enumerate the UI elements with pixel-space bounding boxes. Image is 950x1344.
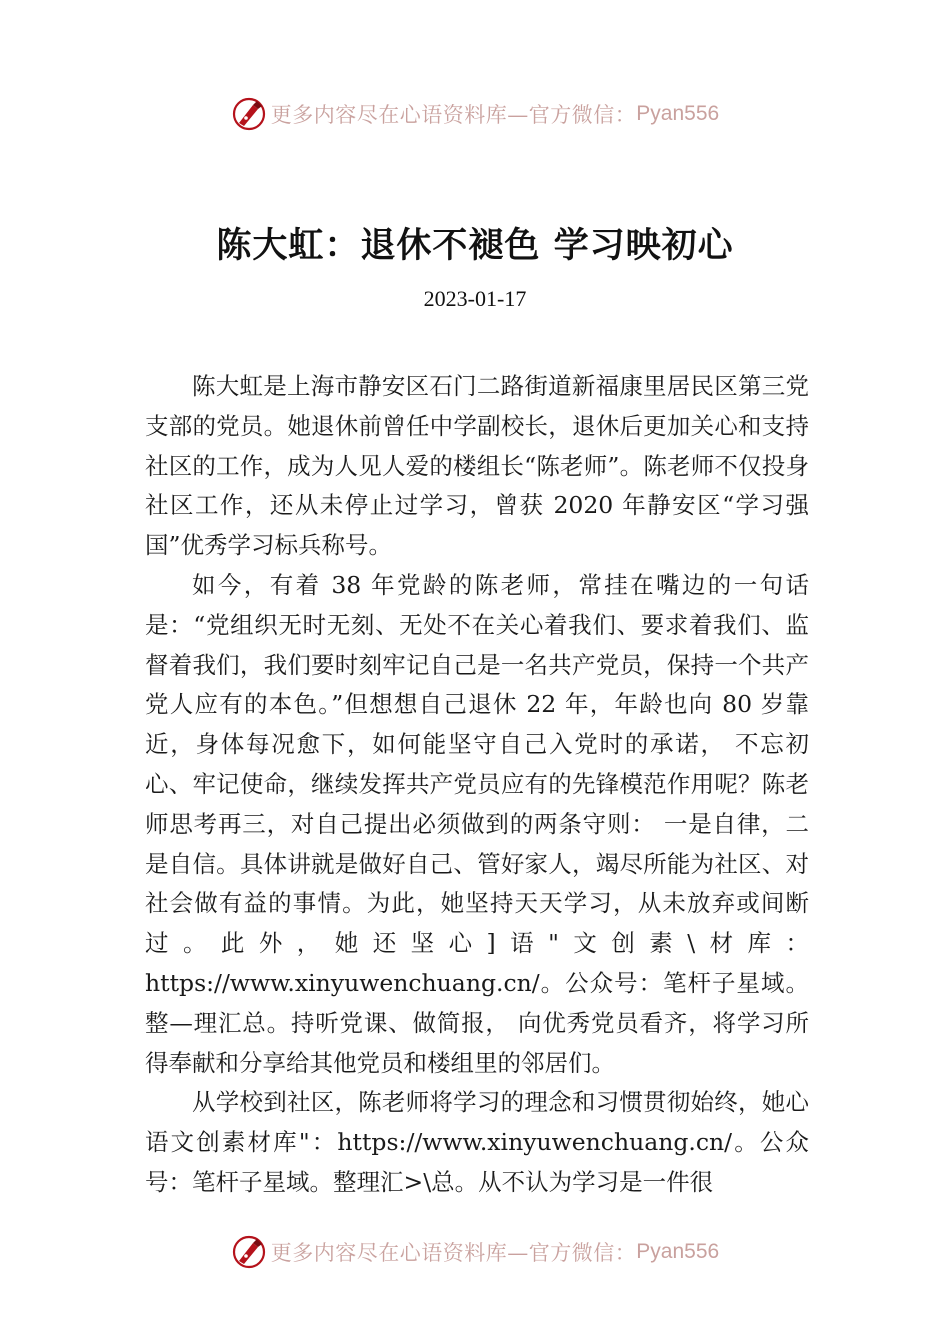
wechat-id: Pyan556 bbox=[636, 102, 720, 125]
paragraph: 如今，有着 38 年党龄的陈老师，常挂在嘴边的一句话是：“党组织无时无刻、无处不在关心着我们、要求着我们、监督着我们，我们要时刻牢记自己是一名共产党员，保持一个共产党人应有的本色。”但想想自己退休 22 年，年龄也向 80 岁靠近，身体每况愈下，如何能坚守自己入党时的承诺， 不忘初心、牢记使命，继续发挥共产党员应有的先锋模范作用呢？陈老师思考再三，对自己提出必须做到的两条守则： 一是自律，二是自信。具体讲就是做好自己、管好家人，竭尽所能为社区、对社会做有益的事情。为此，她坚持天天学习，从未放弃或间断过。此外，她还坚心]语"文创素\材库：https://www.xinyuwenchuang.cn/。公众号：笔杆子星域。整—理汇总。持听党课、做简报， 向优秀党员看齐，将学习所得奉献和分享给其他党员和楼组里的邻居们。 bbox=[145, 570, 809, 1077]
article-date: 2023-01-17 bbox=[423, 286, 527, 311]
paragraph: 陈大虹是上海市静安区石门二路街道新福康里居民区第三党支部的党员。她退休前曾任中学副校长，退休后更加关心和支持社区的工作，成为人见人爱的楼组长“陈老师”。陈老师不仅投身社区工作，还从未停止过学习，曾获 2020 年静安区“学习强国”优秀学习标兵称号。 bbox=[145, 372, 809, 560]
article-title: 陈大虹：退休不褪色 学习映初心 bbox=[216, 225, 734, 266]
header-banner bbox=[0, 94, 950, 134]
pen-nib-logo-icon bbox=[231, 96, 267, 132]
article-body bbox=[145, 367, 809, 1203]
wechat-id: Pyan556 bbox=[636, 1240, 720, 1263]
pen-nib-logo-icon bbox=[231, 1234, 267, 1270]
paragraph: 从学校到社区，陈老师将学习的理念和习惯贯彻始终，她心语文创素材库"：https://www.xinyuwenchuang.cn/。公众号：笔杆子星域。整理汇>\总。从不认为学习是一件很 bbox=[145, 1088, 809, 1196]
banner-text: 更多内容尽在心语资料库—官方微信： bbox=[270, 1241, 637, 1265]
footer-banner bbox=[0, 1232, 950, 1272]
banner-text: 更多内容尽在心语资料库—官方微信： bbox=[270, 103, 637, 127]
